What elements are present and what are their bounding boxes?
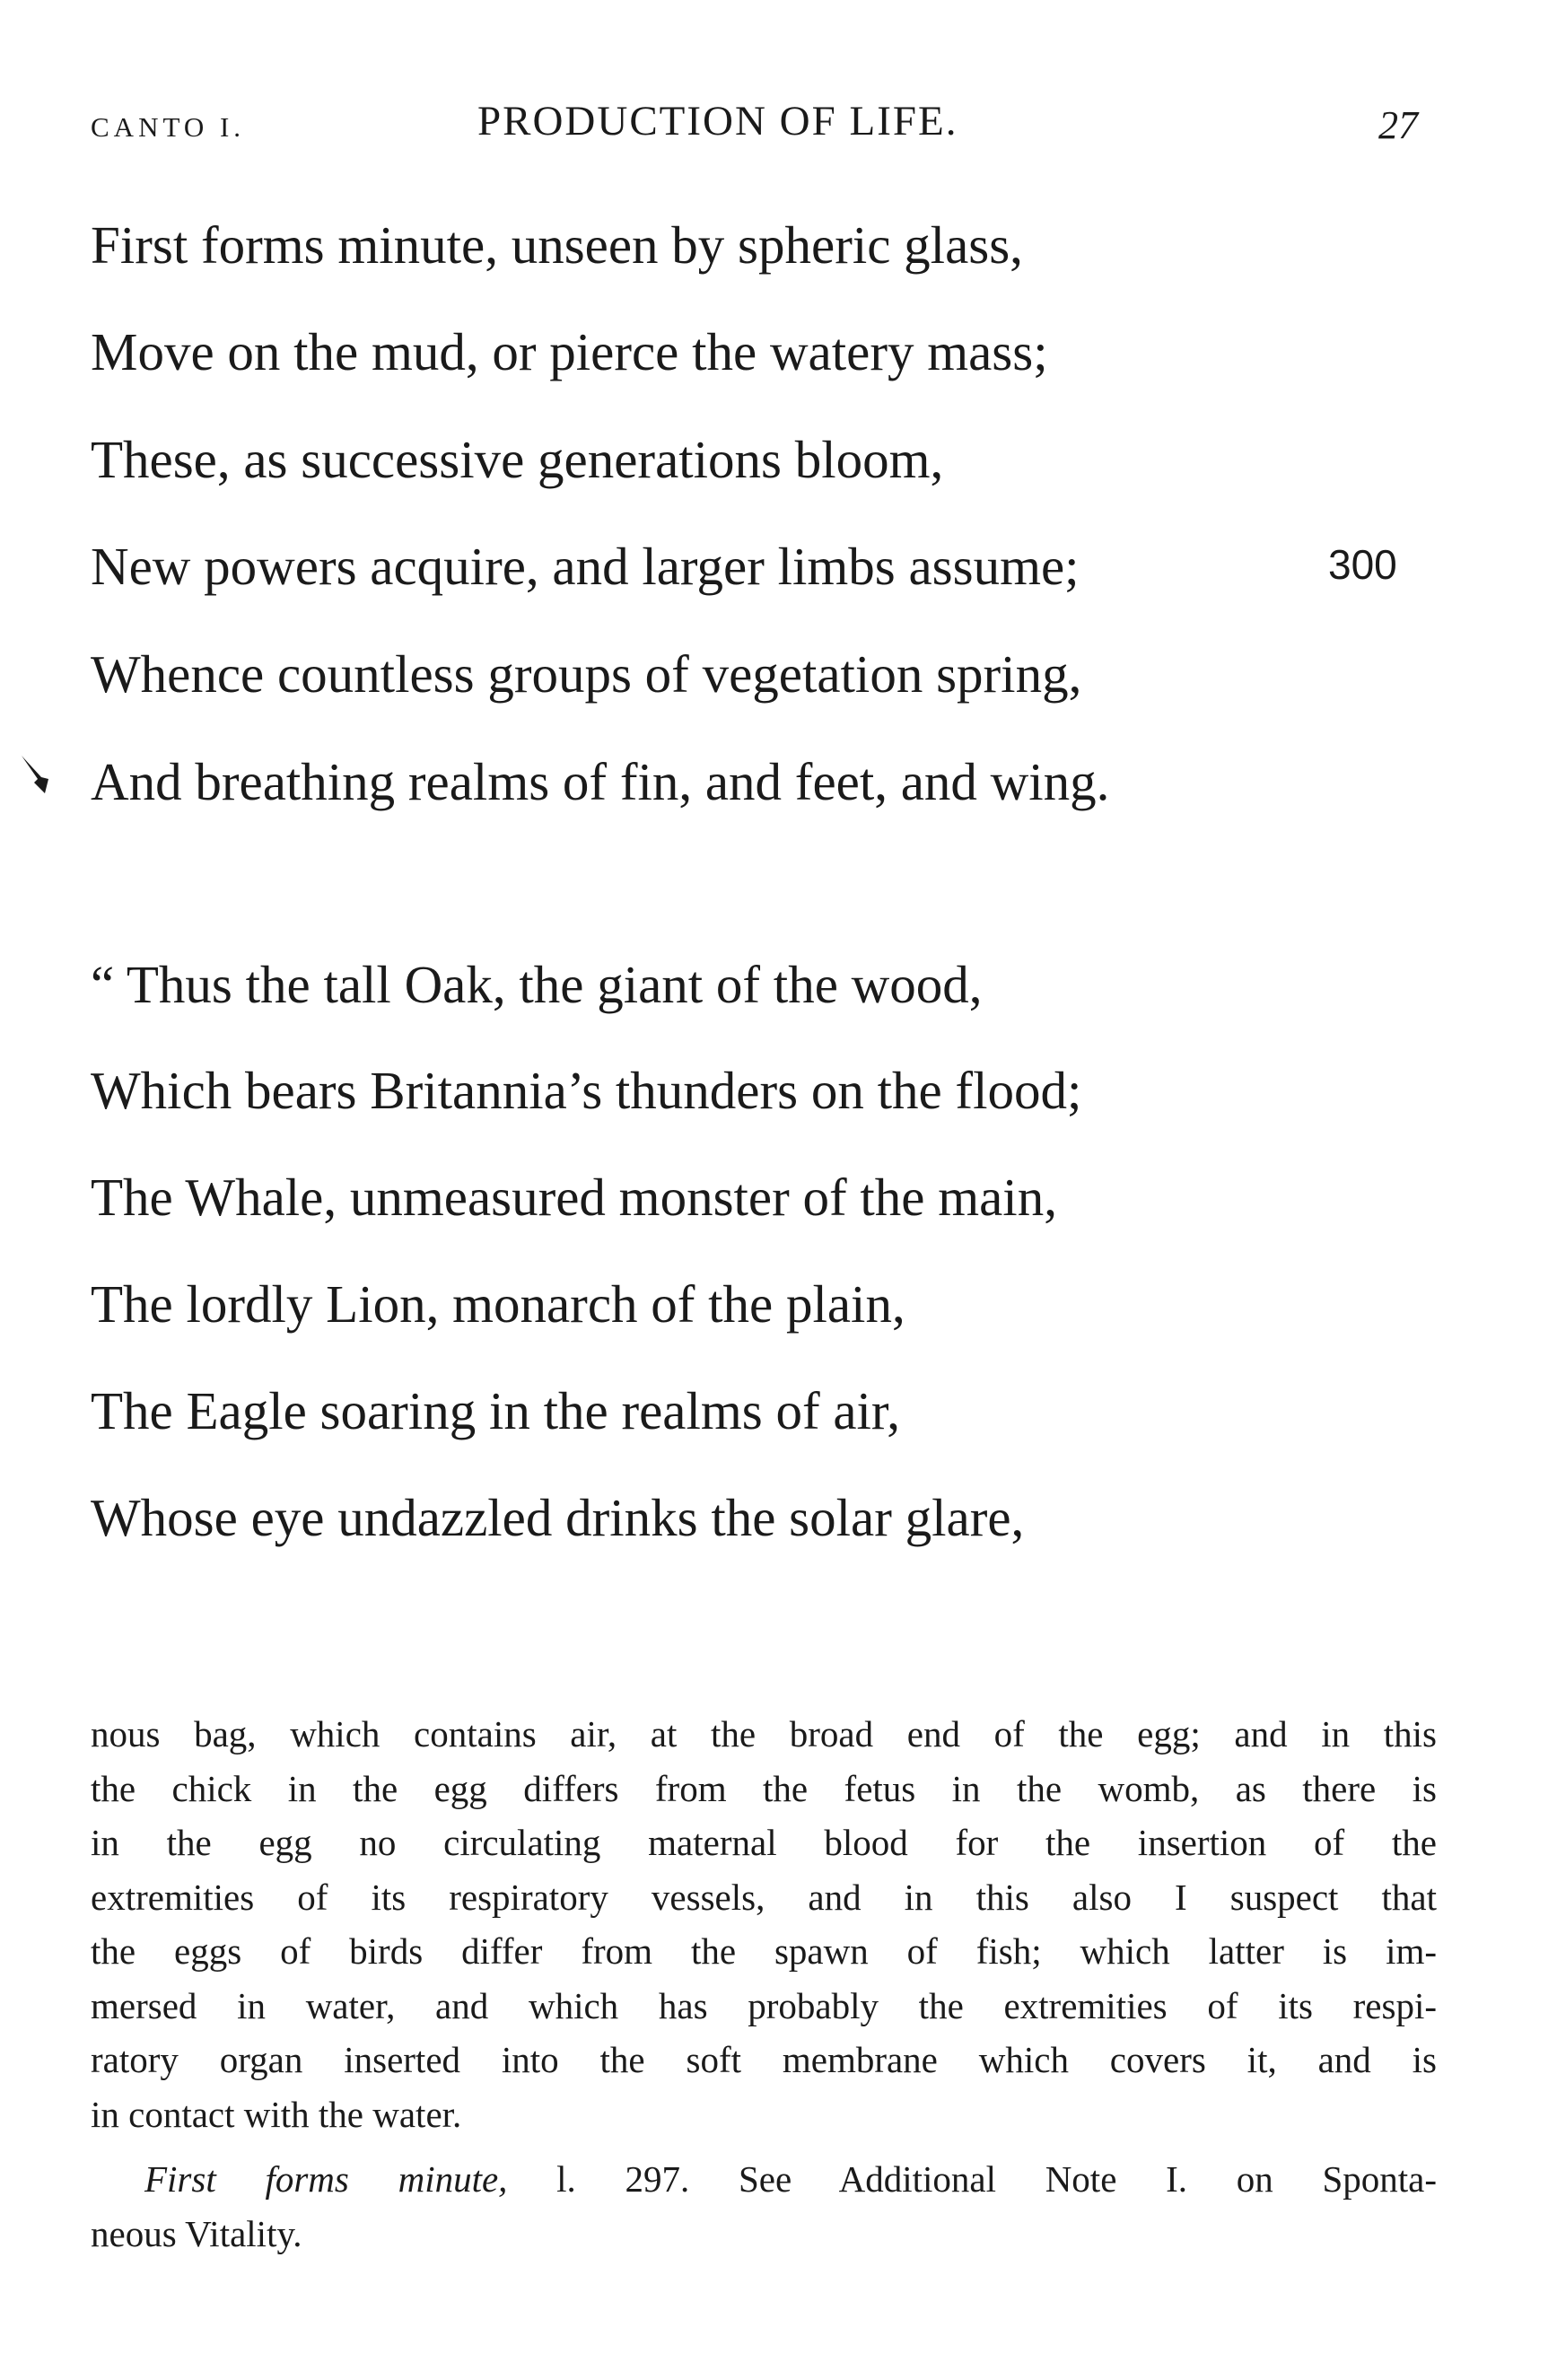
verse-line: And breathing realms of fin, and feet, and wing.	[91, 752, 1110, 811]
footnote	[91, 1707, 1437, 2141]
footnote-reference	[91, 2152, 1437, 2261]
verse-line: First forms minute, unseen by spheric glass,	[91, 215, 1023, 275]
cited-phrase: First forms minute,	[144, 2158, 508, 2200]
page-title: PRODUCTION OF LIFE.	[477, 98, 958, 144]
footnote-line: nous bag, which contains air, at the broad end of the egg; and in this	[91, 1713, 1437, 1754]
verse-line: The lordly Lion, monarch of the plain,	[91, 1274, 905, 1334]
footnote-reference-line: neous Vitality.	[91, 2212, 302, 2254]
reference-text: l. 297. See Additional Note I. on Sponta-	[507, 2158, 1437, 2200]
footnote-reference-line	[91, 2152, 1437, 2207]
pointing-hand-icon	[18, 752, 57, 795]
verse-line: These, as successive generations bloom,	[91, 430, 944, 489]
footnote-line: extremities of its respiratory vessels, and in this also I suspect that	[91, 1876, 1437, 1918]
line-number: 300	[1328, 541, 1397, 588]
verse-line: The Eagle soaring in the realms of air,	[91, 1381, 900, 1440]
footnote-line: in contact with the water.	[91, 2093, 462, 2135]
verse-line: The Whale, unmeasured monster of the main,	[91, 1168, 1057, 1227]
verse-line: Whose eye undazzled drinks the solar glare,	[91, 1488, 1025, 1547]
verse-line: “ Thus the tall Oak, the giant of the wood,	[91, 955, 983, 1014]
verse-line: Move on the mud, or pierce the watery mass;	[91, 322, 1048, 381]
verse-line: New powers acquire, and larger limbs assume;	[91, 537, 1080, 596]
footnote-line: mersed in water, and which has probably the extremities of its respi-	[91, 1984, 1437, 2026]
running-head	[0, 97, 1557, 151]
footnote-line: the chick in the egg differs from the fetus in the womb, as there is	[91, 1767, 1437, 1809]
verse-line: Whence countless groups of vegetation spring,	[91, 644, 1082, 704]
canto-label: CANTO I.	[91, 111, 246, 143]
footnote-line: the eggs of birds differ from the spawn of fish; which latter is im-	[91, 1930, 1437, 1972]
page-number: 27	[1378, 103, 1418, 147]
footnote-line: ratory organ inserted into the soft membrane which covers it, and is	[91, 2039, 1437, 2080]
footnote-line: in the egg no circulating maternal blood for the insertion of the	[91, 1822, 1437, 1863]
verse-line: Which bears Britannia’s thunders on the flood;	[91, 1061, 1082, 1120]
